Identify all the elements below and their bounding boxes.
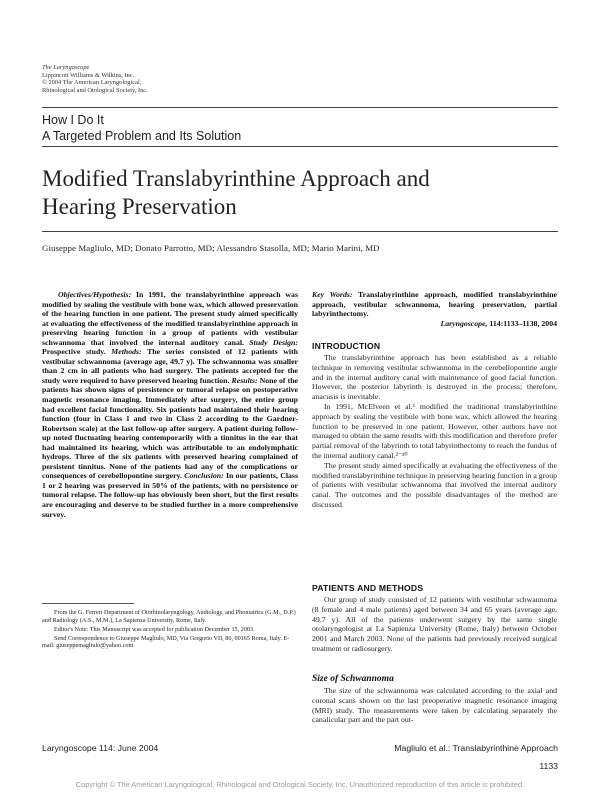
methods-section bbox=[312, 583, 557, 654]
methods-paragraph: Our group of study consisted of 12 patients with vestibular schwannoma (8 female and 4 male patients) aged between 34 and 65 years (average age, 49.7 y). All of the patients underwent surgery by the same single otolaryngologist at La Sapienza University (Rome, Italy) between October 2001 and March 2003. None of the patients had previously received surgical treatment or radiosurgery. bbox=[312, 595, 557, 653]
objectives-text: In 1991, the translabyrinthine approach was modified by sealing the vestibule with bone wax, which allowed preservation of the hearing function in one patient. The present study aimed specifically at evaluating the effectiveness of the modified translabyrinthine approach in preserving hearing function in a group of patients with vestibular schwannoma that involved the internal auditory canal. bbox=[42, 290, 298, 347]
objectives-heading: Objectives/Hypothesis: bbox=[58, 290, 132, 299]
results-heading: Results: bbox=[231, 375, 258, 385]
citation-journal: Laryngoscope, bbox=[440, 319, 488, 328]
methods-section-heading: PATIENTS AND METHODS bbox=[312, 583, 424, 593]
article-title bbox=[42, 165, 562, 221]
citation-details: 114:1133–1138, 2004 bbox=[487, 319, 557, 328]
footnote-editor: Editor's Note: This Manuscript was accepted for publication December 15, 2003. bbox=[54, 625, 255, 633]
design-text: Prospective study. bbox=[42, 347, 112, 357]
methods-text: The series consisted of 12 patients with vestibular schwannoma (average age, 49.7 y). The schwannoma was smaller than 2 cm in all patients who had surgery. The patients accepted for the study were required to have preserved hearing function. bbox=[42, 347, 298, 385]
intro-paragraph-1: The translabyrinthine approach has been established as a reliable technique in removing vestibular schwannoma in the cerebellopontine angle and in the internal auditory canal with maintenance of good facial function. However, the posterior labyrinth is destroyed in the process; therefore, anacusis is inevitable. bbox=[312, 353, 557, 402]
footnote-rule bbox=[42, 603, 134, 604]
intro-paragraph-2: In 1991, McElveen et al.¹ modified the traditional translabyrinthine approach by sealing the vestibule with bone wax, which allowed the hearing function to be preserved in one patient. However, other authors have not managed to obtain the same results with this modification and therefore prefer partial removal of the labyrinth to total labyrinthectomy to reach the fundus of the internal auditory canal.²⁻¹⁰ bbox=[312, 401, 557, 460]
section-header bbox=[42, 112, 241, 144]
size-heading: Size of Schwannoma bbox=[312, 674, 394, 684]
size-section bbox=[312, 674, 557, 725]
section-rule-top bbox=[42, 107, 558, 108]
footnotes bbox=[42, 609, 298, 651]
footer-journal: Laryngoscope 114: June 2004 bbox=[42, 743, 159, 753]
keywords-heading: Key Words: bbox=[312, 290, 353, 299]
conclusion-text: In our patients, Class 1 or 2 hearing was preserved in 50% of the patients, with no persistence or tumoral relapse. The follow-up has obviously been short, but the first results are encouraging and deserve to be studied further in a more comprehensive survey. bbox=[42, 471, 298, 519]
society-line: Rhinological and Otological Society, Inc. bbox=[42, 86, 148, 94]
introduction-heading: INTRODUCTION bbox=[312, 341, 381, 351]
section-subtitle: A Targeted Problem and Its Solution bbox=[42, 129, 242, 143]
title-rule bbox=[42, 231, 558, 232]
journal-name: The Laryngoscope bbox=[42, 64, 90, 71]
abstract bbox=[42, 290, 298, 519]
footer-running-title: Magliulo et al.: Translabyrinthine Approach bbox=[394, 743, 558, 753]
page-number: 1133 bbox=[539, 761, 558, 771]
size-paragraph: The size of the schwannoma was calculated according to the axial and coronal scans shown on the last preoperative magnetic resonance imaging (MRI) study. The measurements were taken by calculating separately the canalicular part and the part out- bbox=[312, 686, 557, 725]
citation bbox=[312, 319, 557, 328]
introduction-section bbox=[312, 341, 557, 510]
copyright-notice: Copyright © The American Laryngological, Rhinological and Otological Society, Inc. Unauthorized reproduction of this article is prohibited. bbox=[75, 780, 525, 789]
section-series: How I Do It bbox=[42, 113, 104, 127]
abstract-keywords bbox=[312, 290, 557, 319]
results-text: None of the patients has shown signs of persistence or tumoral relapse on postoperative magnetic resonance imaging. Immediately after surgery, the entire group had excellent facial functionality. Six patients had maintained their hearing function (four in Class 1 and two in Class 2 according to the Gardner-Robertson scale) at the last follow-up after surgery. A patient during follow-up noted fluctuating hearing contemporarily with a tinnitus in the ear that had maintained its hearing, which was attributable to an endolymphatic hydrops. Three of the six patients with preserved hearing complained of persistent tinnitus. None of the patients had any of the complications or consequences of cerebellopontine surgery. bbox=[42, 375, 299, 481]
keywords-text: Translabyrinthine approach, modified translabyrinthine approach, vestibular schwannoma, hearing preservation, partial labyrinthectomy. bbox=[312, 290, 558, 319]
design-heading: Study Design: bbox=[249, 337, 298, 347]
copyright-line: © 2004 The American Laryngological, bbox=[42, 79, 142, 87]
section-rule-bottom bbox=[42, 146, 558, 147]
publisher: Lippincott Williams & Wilkins, Inc. bbox=[42, 71, 135, 79]
conclusion-heading: Conclusion: bbox=[184, 471, 224, 481]
author-list: Giuseppe Magliulo, MD; Donato Parrotto, MD; Alessandro Stasolla, MD; Mario Marini, MD bbox=[42, 243, 380, 253]
footnote-correspondence: Send Correspondence to Giuseppe Magliulo, MD, Via Gregorio VII, 80, 00165 Roma, Italy. E-mail: giuseppemagliulo@yahoo.com bbox=[42, 634, 290, 650]
intro-paragraph-3: The present study aimed specifically at evaluating the effectiveness of the modified translabyrinthine technique in preserving hearing function in a group of patients with vestibular schwannoma that involved the internal auditory canal. The outcomes and the possible disadvantages of the method are discussed. bbox=[312, 460, 557, 509]
footnote-affiliation: From the G. Ferreri Department of Otorhinolaryngology, Audiology, and Phoniatrics (G.M., D.P.) and Radiology (A.S., M.M.), La Sapienza University, Rome, Italy. bbox=[42, 609, 296, 624]
title-line-1: Modified Translabyrinthine Approach and bbox=[42, 166, 430, 191]
methods-heading: Methods: bbox=[111, 347, 142, 357]
journal-info bbox=[42, 64, 148, 94]
title-line-2: Hearing Preservation bbox=[42, 194, 237, 219]
